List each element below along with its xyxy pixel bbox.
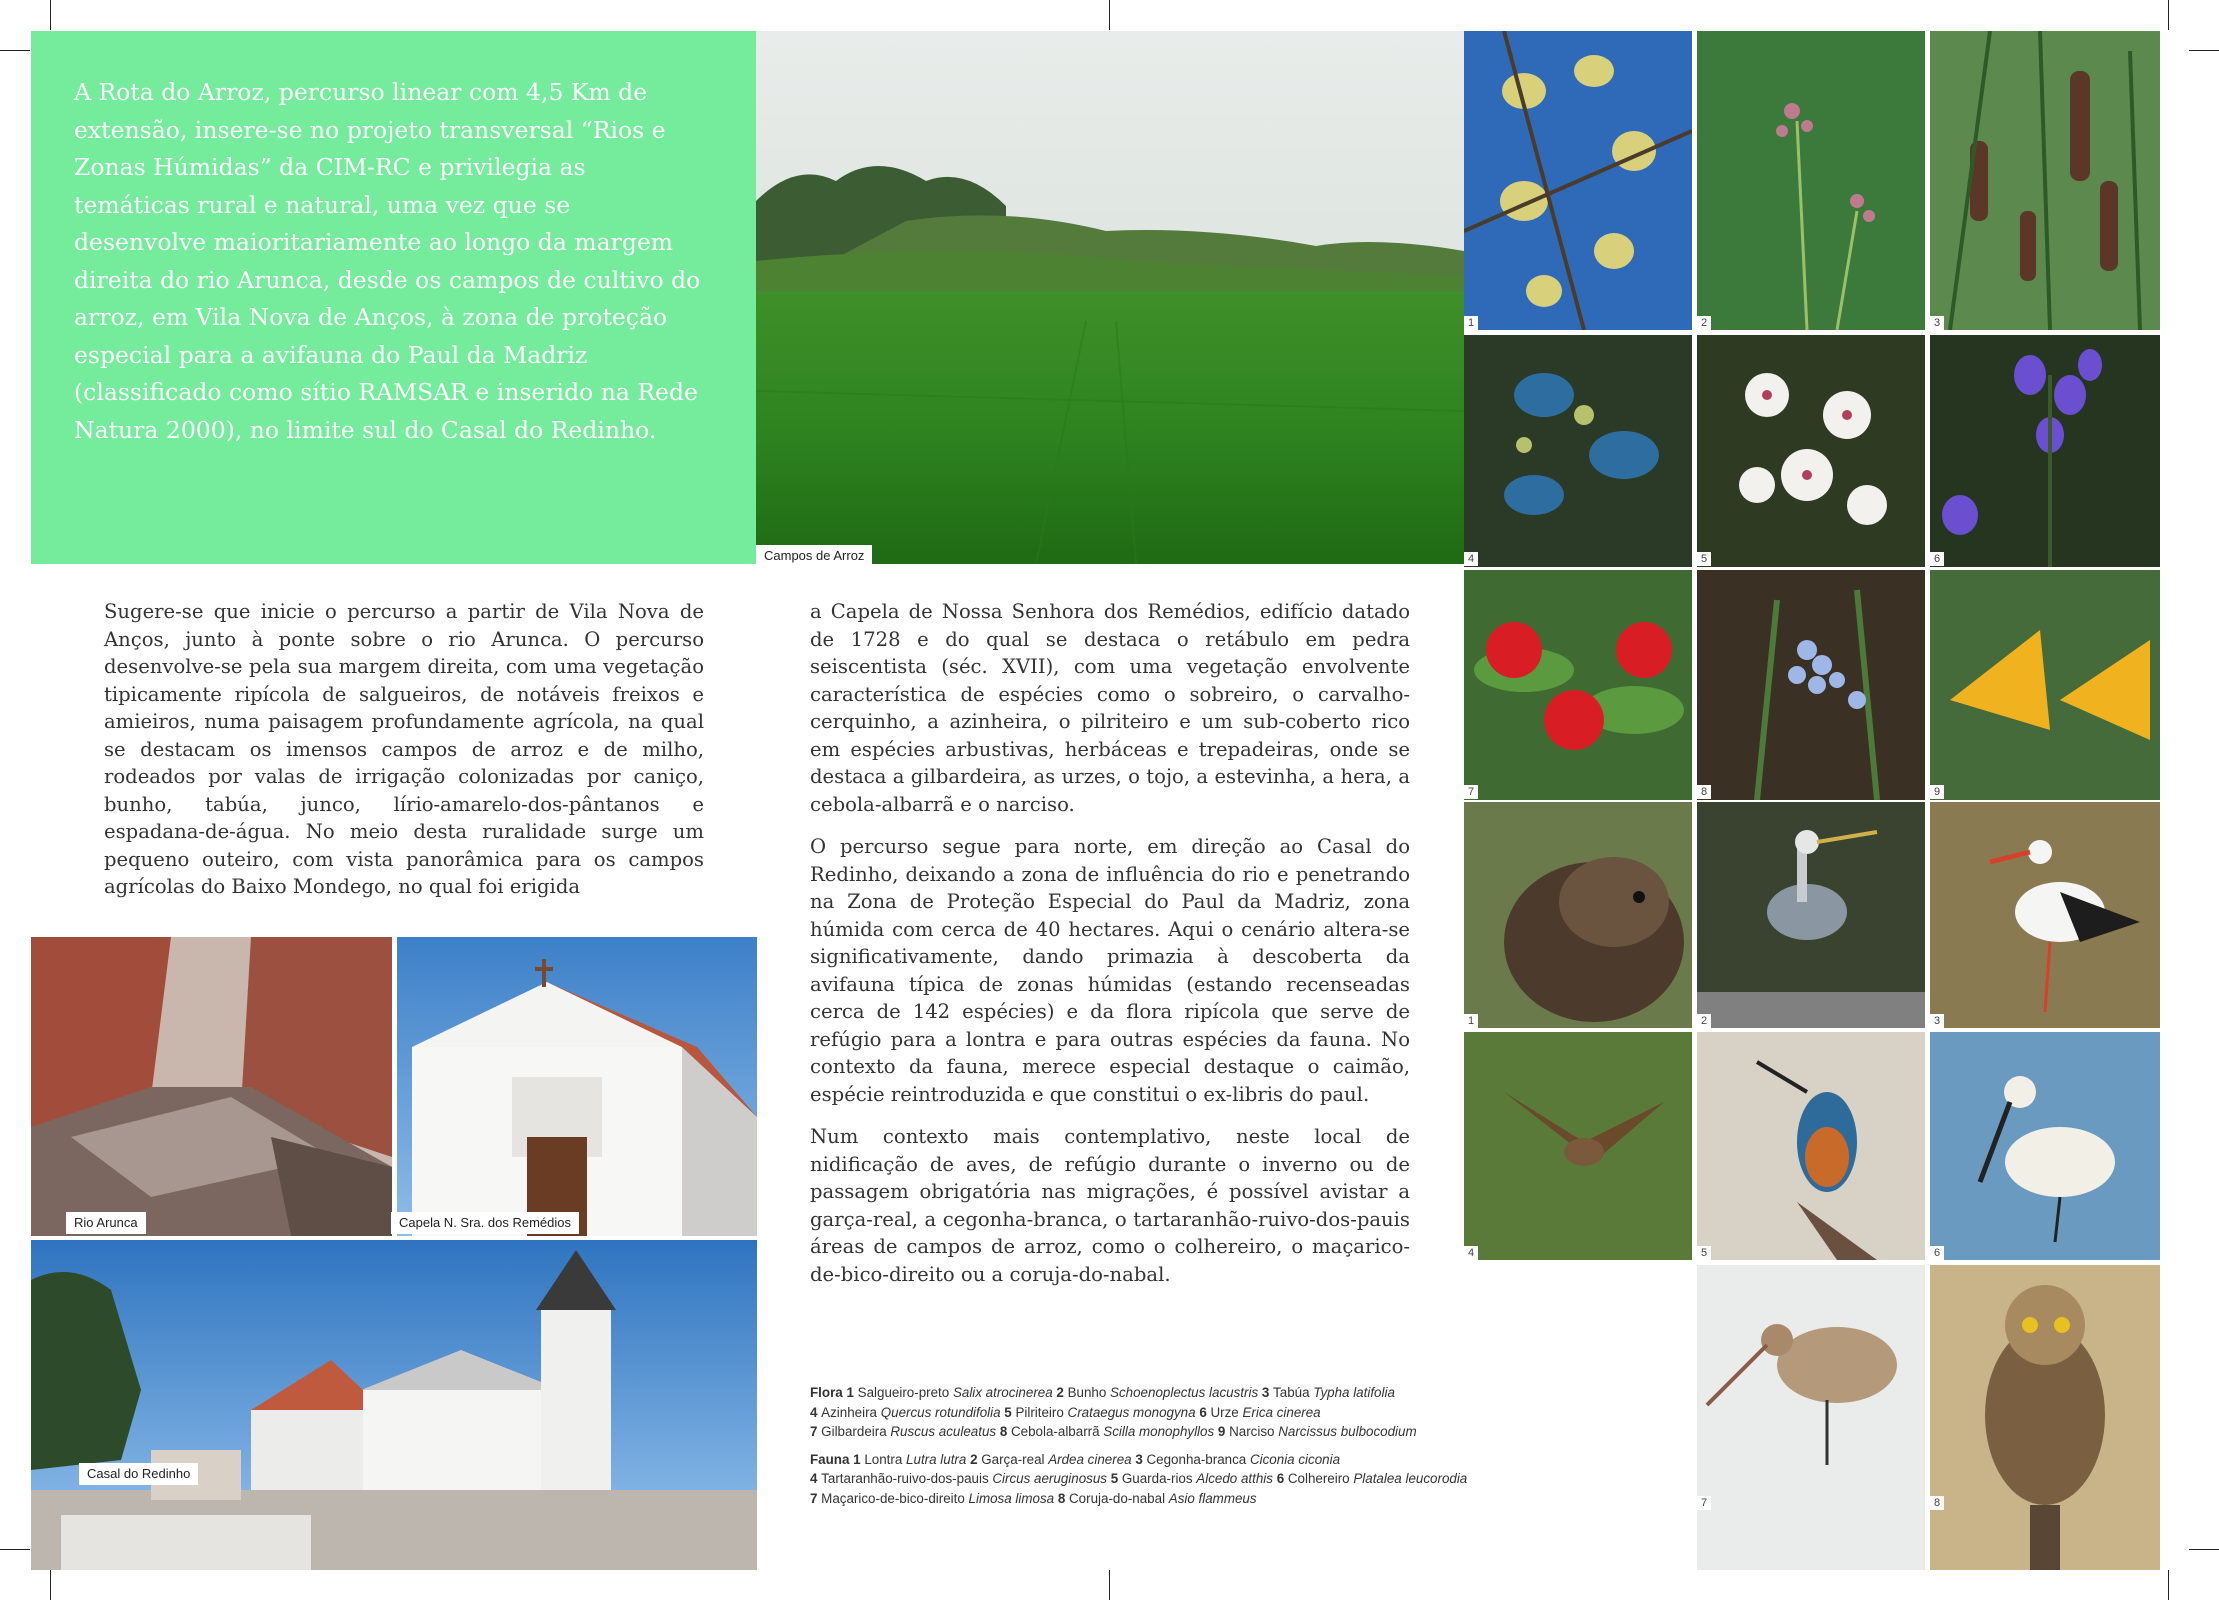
species-legend [810, 1383, 1530, 1516]
legend-number: 5 [1106, 1471, 1122, 1486]
flora-photo-9 [1930, 570, 2160, 800]
fauna-photo-8 [1930, 1265, 2160, 1570]
legend-scientific-name: Asio flammeus [1168, 1490, 1257, 1506]
legend-number: 6 [1272, 1471, 1288, 1486]
rice-fields-photo [756, 31, 1464, 564]
crop-mark [50, 0, 51, 30]
crop-mark [2189, 1549, 2219, 1550]
fauna-number-6: 6 [1930, 1246, 1944, 1260]
legend-number: 2 [966, 1451, 982, 1467]
legend-scientific-name: Alcedo atthis [1196, 1471, 1273, 1486]
fauna-photo-4 [1464, 1032, 1692, 1260]
legend-number: 1 [853, 1451, 865, 1467]
flora-photo-7 [1464, 570, 1692, 800]
flora-number-2: 2 [1697, 316, 1711, 330]
paragraph: Sugere-se que inicie o percurso a partir de Vila Nova de Anços, junto à ponte sobre o rio Arunca. O percurso desenvolve-se pela sua margem direita, com uma vegetação tipicamente ripícola de salgueiros, de notáveis freixos e amieiros, numa paisagem profundamente agrícola, na qual se destacam os imensos campos de arroz e de milho, rodeados por valas de irrigação colonizadas por caniço, bunho, tabúa, junco, lírio-amarelo-dos-pântanos e espadana-de-água. No meio desta ruralidade surge um pequeno outeiro, com vista panorâmica para os campos agrícolas do Baixo Mondego, no qual foi erigida [104, 600, 704, 898]
flora-number-7: 7 [1464, 785, 1478, 799]
village-photo [31, 1240, 757, 1570]
crop-mark [2168, 1570, 2169, 1600]
fold-mark [1109, 0, 1110, 30]
flora-photo-3 [1930, 31, 2160, 330]
flora-number-6: 6 [1930, 552, 1944, 566]
legend-number: 1 [846, 1385, 858, 1400]
legend-scientific-name: Lutra lutra [906, 1451, 967, 1467]
fauna-number-7: 7 [1697, 1496, 1711, 1510]
flora-legend [810, 1383, 1530, 1442]
fauna-photo-7 [1697, 1265, 1925, 1570]
fauna-legend-items [810, 1452, 1467, 1506]
flora-number-8: 8 [1697, 785, 1711, 799]
legend-number: 7 [810, 1424, 822, 1439]
legend-common-name: Guarda-rios [1121, 1471, 1197, 1486]
crop-mark [50, 1570, 51, 1600]
legend-scientific-name: Schoenoplectus lacustris [1110, 1385, 1259, 1400]
intro-box [31, 31, 756, 564]
fauna-number-3: 3 [1930, 1014, 1944, 1028]
legend-common-name: Garça-real [981, 1451, 1049, 1467]
fauna-photo-3 [1930, 802, 2160, 1028]
intro-text: A Rota do Arroz, percurso linear com 4,5 Km de extensão, insere-se no projeto transversal “Rios e Zonas Húmidas” da CIM-RC e privilegia as temáticas rural e natural, uma vez que se desenvolve maioritariamente ao longo da margem direita do rio Arunca, desde os campos de cultivo do arroz, em Vila Nova de Anços, à zona de proteção especial para a avifauna do Paul da Madriz (classificado como sítio RAMSAR e inserido na Rede Natura 2000), no limite sul do Casal do Redinho. [74, 78, 701, 444]
fauna-photo-5 [1697, 1032, 1925, 1260]
flora-number-4: 4 [1464, 552, 1478, 566]
legend-common-name: Cebola-albarrã [1010, 1424, 1104, 1439]
legend-scientific-name: Crataegus monogyna [1067, 1404, 1196, 1420]
legend-common-name: Maçarico-de-bico-direito [821, 1490, 969, 1506]
flora-photo-4 [1464, 335, 1692, 567]
fauna-photo-1 [1464, 802, 1692, 1028]
legend-common-name: Azinheira [821, 1404, 881, 1420]
crop-mark [0, 50, 30, 51]
fauna-number-4: 4 [1464, 1246, 1478, 1260]
fauna-number-8: 8 [1930, 1496, 1944, 1510]
legend-common-name: Colhereiro [1287, 1471, 1354, 1486]
legend-scientific-name: Limosa limosa [968, 1490, 1055, 1506]
legend-scientific-name: Erica cinerea [1242, 1404, 1321, 1420]
legend-common-name: Bunho [1067, 1385, 1111, 1400]
legend-scientific-name: Ciconia ciconia [1249, 1451, 1341, 1467]
legend-common-name: Cegonha-branca [1146, 1451, 1250, 1467]
fauna-label: Fauna [810, 1451, 850, 1467]
chapel-photo [397, 937, 757, 1236]
legend-number: 8 [996, 1424, 1011, 1439]
body-column-1 [104, 598, 704, 916]
legend-scientific-name: Typha latifolia [1313, 1385, 1395, 1400]
legend-number: 4 [810, 1404, 822, 1420]
flora-photo-1 [1464, 31, 1692, 330]
legend-number: 2 [1052, 1385, 1068, 1400]
legend-common-name: Gilbardeira [821, 1424, 891, 1439]
legend-number: 7 [810, 1490, 822, 1506]
fold-mark [1109, 1570, 1110, 1600]
flora-legend-items [810, 1385, 1417, 1439]
legend-scientific-name: Quercus rotundifolia [880, 1404, 1001, 1420]
legend-common-name: Lontra [864, 1451, 907, 1467]
legend-common-name: Narciso [1229, 1424, 1279, 1439]
fauna-legend [810, 1450, 1530, 1509]
fauna-photo-2 [1697, 802, 1925, 1028]
flora-number-5: 5 [1697, 552, 1711, 566]
fauna-number-5: 5 [1697, 1246, 1711, 1260]
body-column-2 [810, 598, 1410, 1303]
flora-photo-5 [1697, 335, 1925, 567]
flora-label: Flora [810, 1385, 843, 1400]
legend-scientific-name: Scilla monophyllos [1103, 1424, 1215, 1439]
flora-photo-8 [1697, 570, 1925, 800]
legend-common-name: Pilriteiro [1015, 1404, 1068, 1420]
legend-common-name: Salgueiro-preto [857, 1385, 953, 1400]
crop-mark [0, 1549, 30, 1550]
flora-photo-6 [1930, 335, 2160, 567]
river-caption: Rio Arunca [66, 1212, 146, 1234]
flora-number-3: 3 [1930, 316, 1944, 330]
legend-scientific-name: Ruscus aculeatus [890, 1424, 997, 1439]
legend-number: 5 [1000, 1404, 1016, 1420]
crop-mark [2168, 0, 2169, 30]
legend-scientific-name: Ardea cinerea [1048, 1451, 1132, 1467]
fauna-number-1: 1 [1464, 1014, 1478, 1028]
paragraph: O percurso segue para norte, em direção ao Casal do Redinho, deixando a zona de influência do rio e penetrando na Zona de Proteção Especial do Paul da Madriz, zona húmida com cerca de 40 hectares. Aqui o cenário altera-se significativamente, dando primazia à descoberta da avifauna típica de zonas húmidas (estando recenseadas cerca de 142 espécies) e da flora ripícola que serve de refúgio para a lontra e para outras espécies da fauna. No contexto da fauna, merece especial destaque o caimão, espécie reintroduzida e que constitui o ex-libris do paul. [810, 835, 1410, 1106]
legend-number: 3 [1258, 1385, 1274, 1400]
chapel-caption: Capela N. Sra. dos Remédios [391, 1212, 579, 1234]
paragraph: a Capela de Nossa Senhora dos Remédios, edifício datado de 1728 e do qual se destaca o retábulo em pedra seiscentista (séc. XVII), com uma vegetação envolvente característica de espécies como o sobreiro, o carvalho-cerquinho, a azinheira, o pilriteiro e um sub-coberto rico em espécies arbustivas, herbáceas e trepadeiras, onde se destaca a gilbardeira, as urzes, o tojo, a estevinha, a hera, a cebola-albarrã e o narciso. [810, 600, 1410, 816]
legend-number: 9 [1214, 1424, 1230, 1439]
village-caption: Casal do Redinho [79, 1463, 198, 1485]
legend-common-name: Tartaranhão-ruivo-dos-pauis [821, 1471, 993, 1486]
legend-scientific-name: Platalea leucorodia [1353, 1471, 1468, 1486]
fauna-photo-6 [1930, 1032, 2160, 1260]
rice-fields-caption: Campos de Arroz [756, 545, 872, 567]
legend-common-name: Coruja-do-nabal [1069, 1490, 1169, 1506]
legend-number: 6 [1195, 1404, 1211, 1420]
legend-common-name: Urze [1210, 1404, 1243, 1420]
legend-scientific-name: Salix atrocinerea [952, 1385, 1053, 1400]
legend-number: 3 [1131, 1451, 1147, 1467]
legend-common-name: Tabúa [1273, 1385, 1314, 1400]
legend-scientific-name: Narcissus bulbocodium [1278, 1424, 1417, 1439]
legend-number: 4 [810, 1471, 822, 1486]
flora-number-9: 9 [1930, 785, 1944, 799]
flora-photo-2 [1697, 31, 1925, 330]
legend-scientific-name: Circus aeruginosus [992, 1471, 1107, 1486]
river-photo [31, 937, 392, 1236]
crop-mark [2189, 50, 2219, 51]
legend-number: 8 [1054, 1490, 1070, 1506]
flora-number-1: 1 [1464, 316, 1478, 330]
fauna-number-2: 2 [1697, 1014, 1711, 1028]
paragraph: Num contexto mais contemplativo, neste local de nidificação de aves, de refúgio durante o inverno ou de passagem obrigatória nas migrações, é possível avistar a garça-real, a cegonha-branca, o tartaranhão-ruivo-dos-pauis áreas de campos de arroz, como o colhereiro, o maçarico-de-bico-direito ou a coruja-do-nabal. [810, 1125, 1410, 1286]
